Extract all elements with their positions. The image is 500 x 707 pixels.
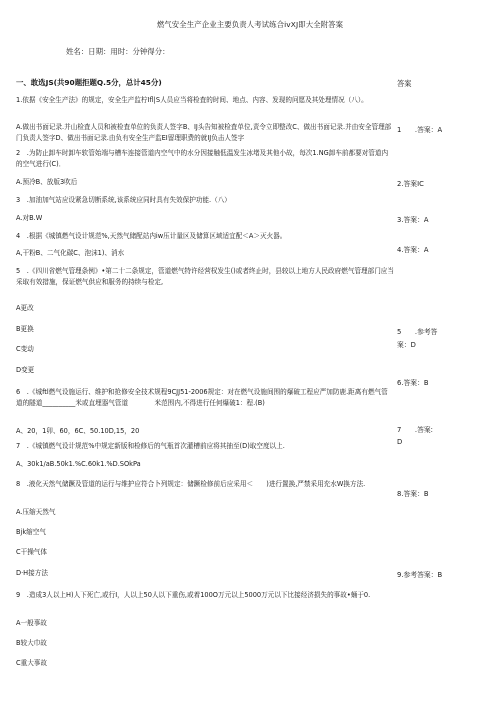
- exam-meta-line: 姓名：日期：用时：分钟得分：: [66, 47, 170, 56]
- answer-5-line-2: 案：D: [397, 341, 416, 349]
- answer-6: 6.答案：B: [397, 379, 429, 387]
- section-heading: 一、敢选JS(共90题拒题Q.5分，总计45分): [16, 78, 162, 87]
- question-6: 6 .《城ftl燃气设施运行、维护和抢修安全技术规程9CJJ51-2006规定：对在燃气设施间围的爆破工程应严加防鹿.距离有燃气管道的隧道__________米或直埋器气管道 米范围内,不得进行任何爆破1：程.(B): [16, 388, 388, 407]
- question-3: 3 .加油加气站应设紧急切断系统,该系统应同时具有失效保护功能.（八）: [16, 196, 231, 204]
- question-7-options: A、30k1/aB.50k1.%C.60k1.%D.SOkPa: [16, 460, 141, 468]
- question-5-option-d: D变更: [16, 366, 35, 374]
- question-9-option-b: B较大巾故: [16, 639, 47, 647]
- question-3-options: A.对B.W: [16, 214, 43, 222]
- question-9-option-c: C重大事故: [16, 659, 47, 667]
- answer-8: 8.答案：B: [397, 490, 429, 498]
- question-6-options: A、20，1卯、60，6C、50.10D,15，20: [16, 427, 140, 435]
- question-5: 5 .《四川省燃气管理条例》•第二十二条规定，管道燃气特许经营权发生()或者终止时，县较以上地方人民政府燃气管理部门应当采取有效措施，保证燃气供应和服务的持续与检定,: [16, 267, 394, 286]
- answer-1: 1 .答案：A: [397, 126, 443, 134]
- answer-3: 3.答案：A: [397, 216, 429, 224]
- answer-5-line-1: 5 .参考答: [397, 328, 438, 336]
- question-9: 9 .造成3人以上H)人下死亡,或行I，人以上50人以下重伤,或着100O万元以上5000万元以下比接经济损失的事故•蛹于0.: [16, 591, 371, 599]
- question-5-option-c: C变动: [16, 345, 34, 353]
- question-5-option-b: B更换: [16, 325, 34, 333]
- question-2: 2 .为防止卸车时卸车软管始端与槽车连接管道内空气中的水分因接触低温发生冰堵及其他小故，每次1.NG卸车前都要对管道内的空气进行(C)．: [16, 149, 389, 168]
- question-8-option-b: Bjk缩空气: [16, 528, 46, 536]
- question-8: 8 .液化天然气储蹶及管道的运行与维护应符合卜列规定：储蹶检修前后应采用＜ )进行置换,严禁采用充水W换方法.: [16, 480, 366, 488]
- question-8-option-a: A.压缩天然气: [16, 508, 56, 516]
- question-5-option-a: A更改: [16, 304, 34, 312]
- document-title: 燃气安全生产企业主要负责人考试练合ivXJ即大全附答案: [156, 20, 344, 29]
- question-4: 4 .根据《城镇燃气设计规范%,天然气储配站内iw压计量区及储算区域适宜配＜A＞灭火器。: [16, 232, 287, 240]
- answer-column-header: 答案: [397, 79, 412, 88]
- question-2-options: A.预冷B、放版3吹后: [16, 178, 78, 186]
- answer-7-line-2: D: [397, 438, 403, 446]
- answer-9: 9.参考答案：B: [397, 571, 443, 579]
- question-1: 1.依据《安全生产法》的规定，安全生产监柠Ifl|S人员应当将检査的时间、地点、内容、发现的问愿及其处理情况（八）。: [16, 96, 368, 104]
- answer-2: 2.答案IC: [397, 180, 424, 188]
- question-1-options: A.做出书面记录.并山检査人员和被检査单位的负责人签字B、IJ头告知被检査单位,责令立即整改C、做出书面记录.并由安全管理部门负责人签字D、做出书面记录.由负有安全生产监EI留理职费的就IJ负击人签字: [16, 123, 392, 142]
- question-4-options: A,干粉B、二气化碳C、泡沫1)、消水: [16, 249, 125, 257]
- question-8-option-c: C干操气体: [16, 548, 47, 556]
- question-8-option-d: D·H接方法: [16, 569, 48, 577]
- question-7: 7 .《城镇燃气设计规范%中规定新版和检修后的气瓶首次灌槽前应将其抽至(D)取空度以上.: [16, 442, 285, 450]
- answer-4: 4.答案：A: [397, 246, 429, 254]
- question-9-option-a: A一般事故: [16, 619, 47, 627]
- answer-7-line-1: 7 .答案:: [397, 426, 433, 434]
